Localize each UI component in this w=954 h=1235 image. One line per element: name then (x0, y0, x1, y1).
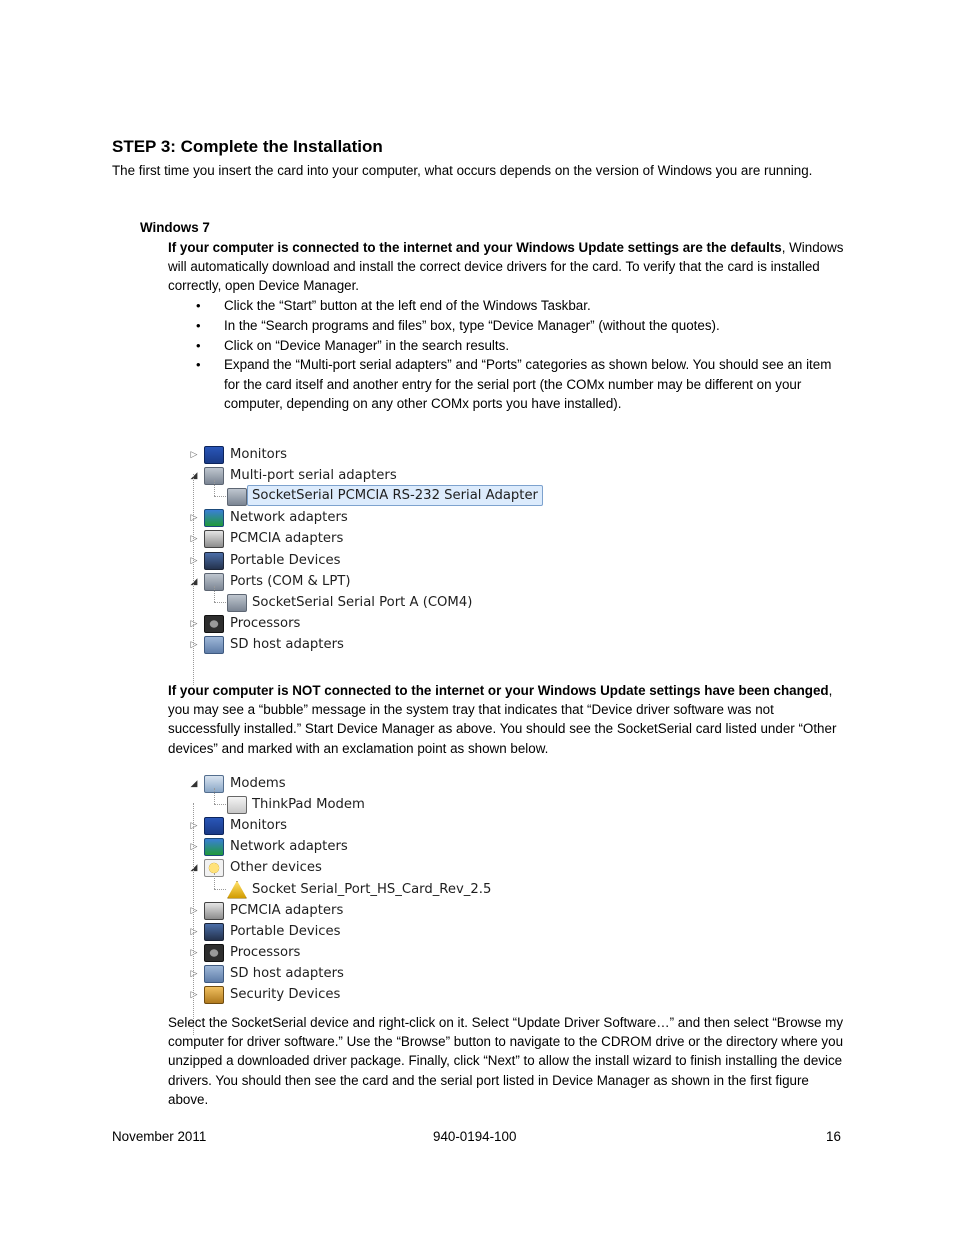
tree-item-label: SD host adapters (230, 636, 344, 652)
collapse-arrow-icon[interactable]: ◢ (190, 471, 198, 482)
expand-arrow-icon[interactable]: ▷ (190, 534, 198, 545)
footer-page-number: 16 (826, 1129, 841, 1144)
tree-connector (214, 788, 215, 804)
tree-connector (214, 889, 226, 890)
modem-download-icon (227, 796, 247, 814)
network-icon (204, 509, 224, 527)
tree-item-label: Modems (230, 776, 286, 791)
not-connected-bold: If your computer is NOT connected to the internet or your Windows Update settings have been changed (168, 683, 829, 698)
steps-list (196, 296, 846, 414)
not-connected-paragraph (168, 681, 848, 758)
expand-arrow-icon[interactable]: ▷ (190, 842, 198, 853)
tree-item-label: SocketSerial PCMCIA RS-232 Serial Adapter (247, 485, 543, 506)
list-item: • Click the “Start” button at the left end of the Windows Taskbar. (196, 296, 846, 315)
device-manager-tree-not-connected (186, 773, 546, 1002)
expand-arrow-icon[interactable]: ▷ (190, 450, 198, 460)
tree-guide-line (193, 803, 194, 1035)
connected-paragraph (168, 238, 848, 296)
tree-item-label: Security Devices (230, 987, 341, 1002)
tree-connector (214, 496, 226, 497)
expand-arrow-icon[interactable]: ▷ (190, 555, 198, 566)
tree-item-label: SD host adapters (230, 965, 344, 981)
expand-arrow-icon[interactable]: ▷ (190, 821, 198, 832)
processor-icon (204, 615, 224, 633)
network-icon (204, 838, 224, 856)
tree-item-label: Ports (COM & LPT) (230, 573, 351, 589)
list-item: • Expand the “Multi-port serial adapters” and “Ports” categories as shown below. You should see an item for the card itself and another entry for the serial port (the COMx number may be different on your computer, depending on any other COMx ports you have installed). (196, 355, 846, 413)
tree-item-label: Monitors (230, 818, 287, 834)
sd-host-icon (204, 636, 224, 654)
footer-doc-number: 940-0194-100 (433, 1129, 517, 1144)
tree-item-label: Socket Serial_Port_HS_Card_Rev_2.5 (252, 881, 492, 897)
monitor-icon (204, 446, 224, 464)
tree-connector (214, 804, 226, 805)
expand-arrow-icon[interactable]: ▷ (190, 618, 198, 629)
portable-device-icon (204, 552, 224, 570)
tree-connector (214, 873, 215, 889)
tree-item-label: ThinkPad Modem (252, 797, 365, 813)
list-item: • Click on “Device Manager” in the search results. (196, 336, 846, 355)
expand-arrow-icon[interactable]: ▷ (190, 513, 198, 524)
security-device-icon (204, 986, 224, 1004)
expand-arrow-icon[interactable]: ▷ (190, 926, 198, 937)
collapse-arrow-icon[interactable]: ◢ (190, 576, 198, 587)
tree-connector (214, 480, 215, 496)
expand-arrow-icon[interactable]: ▷ (190, 968, 198, 979)
connected-bold: If your computer is connected to the internet and your Windows Update settings are the defaults (168, 240, 782, 255)
monitor-icon (204, 817, 224, 835)
tree-item-label: Multi-port serial adapters (230, 468, 397, 484)
portable-device-icon (204, 923, 224, 941)
tree-guide-line (193, 474, 194, 685)
device-manager-tree-connected (186, 444, 546, 652)
tree-item-label: Network adapters (230, 510, 348, 526)
tree-item-label: Other devices (230, 860, 322, 876)
serial-port-icon (227, 594, 247, 612)
tree-item-label: Portable Devices (230, 923, 341, 939)
tree-item-label: PCMCIA adapters (230, 531, 344, 547)
windows7-heading: Windows 7 (140, 220, 210, 235)
footer-date: November 2011 (112, 1129, 207, 1144)
tree-item-label: Network adapters (230, 839, 348, 855)
list-item: • In the “Search programs and files” box, type “Device Manager” (without the quotes). (196, 316, 846, 335)
tree-item-label: PCMCIA adapters (230, 902, 344, 918)
pcmcia-icon (204, 902, 224, 920)
processor-icon (204, 944, 224, 962)
sd-host-icon (204, 965, 224, 983)
expand-arrow-icon[interactable]: ▷ (190, 990, 198, 1000)
closing-paragraph: Select the SocketSerial device and right-click on it. Select “Update Driver Software…” and then select “Browse my computer for driver software.” Use the “Browse” button to navigate to the CDROM drive or the directory where you unzipped a downloaded driver package. Finally, click “Next” to allow the install wizard to finish installing the device drivers. You should then see the card and the serial port listed in Device Manager as shown in the first figure above. (168, 1015, 844, 1107)
expand-arrow-icon[interactable]: ▷ (190, 905, 198, 916)
tree-item-label: Monitors (230, 447, 287, 462)
connected-rest: , Windows will automatically download and install the correct device drivers for the card. To verify that the card is installed correctly, open Device Manager. (168, 240, 844, 294)
expand-arrow-icon[interactable]: ▷ (190, 639, 198, 650)
tree-connector (214, 602, 226, 603)
tree-item-label: Portable Devices (230, 552, 341, 568)
tree-item-label: Processors (230, 615, 301, 631)
tree-item-label: SocketSerial Serial Port A (COM4) (252, 594, 473, 610)
expand-arrow-icon[interactable]: ▷ (190, 947, 198, 958)
intro-paragraph: The first time you insert the card into your computer, what occurs depends on the version of Windows you are running. (112, 163, 813, 178)
tree-item-label: Processors (230, 944, 301, 960)
section-heading: STEP 3: Complete the Installation (112, 137, 383, 156)
serial-port-icon (227, 488, 247, 506)
not-connected-rest: , you may see a “bubble” message in the system tray that indicates that “Device driver software was not successfully installed.” Start Device Manager as above. You should see the SocketSerial card listed under “Other devices” and marked with an exclamation point as shown below. (168, 683, 837, 756)
tree-connector (214, 586, 215, 602)
collapse-arrow-icon[interactable]: ◢ (190, 863, 198, 874)
warning-device-icon (227, 881, 247, 899)
pcmcia-icon (204, 530, 224, 548)
collapse-arrow-icon[interactable]: ◢ (190, 779, 198, 789)
